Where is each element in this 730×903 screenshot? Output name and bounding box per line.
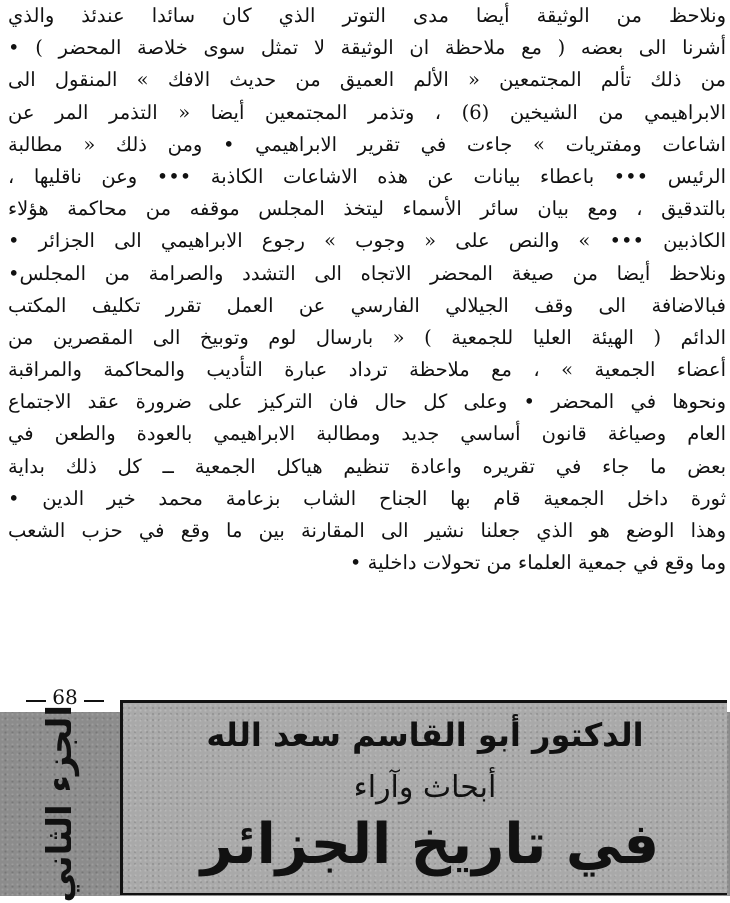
document-body: [8, 0, 726, 676]
body-line: الكاذبين ••• » والنص على « وجوب » رجوع الابراهيمي الى الجزائر •: [8, 229, 726, 253]
body-line: ونحوها في المحضر • وعلى كل حال فان التركيز على ضرورة عقد الاجتماع: [8, 390, 726, 414]
body-line: الرئيس ••• باعطاء بيانات عن هذه الاشاعات الكاذبة ••• وعن ناقليها ،: [8, 164, 726, 188]
footer-subtitle: أبحاث وآراء: [353, 770, 497, 805]
footer-author: الدكتور أبو القاسم سعد الله: [206, 716, 644, 754]
footer-book-title: في تاريخ الجزائر: [200, 812, 660, 877]
body-line: بعض ما جاء في تقريره واعادة تنظيم هياكل الجمعية ــ كل ذلك بداية: [8, 454, 726, 478]
body-line: الدائم ( الهيئة العليا للجمعية ) « بارسال لوم وتوبيخ الى المقصرين من: [8, 325, 726, 349]
footer-volume: الجزء الثاني: [40, 705, 80, 903]
body-line: أشرنا الى بعضه ( مع ملاحظة ان الوثيقة لا تمثل سوى خلاصة المحضر ) •: [8, 36, 726, 60]
body-line: ونلاحظ من الوثيقة أيضا مدى التوتر الذي كان سائدا عندئذ والذي: [8, 4, 726, 27]
body-line: بالتدقيق ، ومع بيان سائر الأسماء ليتخذ المجلس موقفه من محاكمة هؤلاء: [8, 197, 726, 221]
body-line: الابراهيمي من الشيخين (6) ، وتذمر المجتمعين أيضا « التذمر المر عن: [8, 100, 726, 124]
page-number-dash-left: [26, 700, 46, 702]
body-line: أعضاء الجمعية » ، مع ملاحظة ترداد عبارة التأديب والمحاكمة والمراقبة: [8, 358, 726, 382]
page-number-value: 68: [52, 685, 78, 709]
body-line: اشاعات ومفتريات » جاءت في تقرير الابراهيمي • ومن ذلك « مطالبة: [8, 132, 726, 156]
body-line: العام وصياغة قانون أساسي جديد ومطالبة الابراهيمي بالعودة والطعن في: [8, 422, 726, 446]
body-line: وهذا الوضع هو الذي جعلنا نشير الى المقارنة بين ما وقع في حزب الشعب: [8, 519, 726, 542]
body-line: ثورة داخل الجمعية قام بها الجناح الشاب بزعامة محمد خير الدين •: [8, 486, 726, 510]
body-line: ونلاحظ أيضا من صيغة المحضر الاتجاه الى التشدد والصرامة من المجلس•: [8, 261, 726, 285]
body-line: فبالاضافة الى وقف الجيلالي الفارسي عن العمل تقرر تكليف المكتب: [8, 293, 726, 317]
body-line: من ذلك تألم المجتمعين « الألم العميق من حديث الافك » المنقول الى: [8, 68, 726, 92]
page-number-dash-right: [84, 700, 104, 702]
body-line: وما وقع في جمعية العلماء من تحولات داخلية •: [349, 551, 726, 575]
